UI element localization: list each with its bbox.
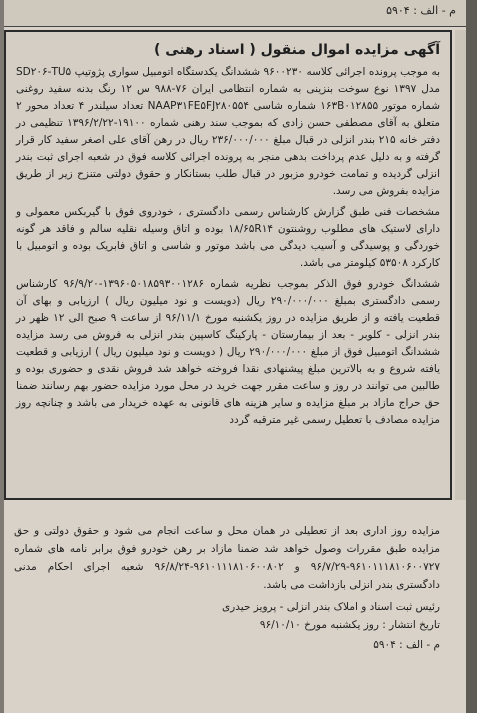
photo-background-edge [466, 0, 477, 713]
notice-continuation [4, 516, 452, 706]
adjacent-column-strip [455, 30, 466, 500]
reference-code: م - الف : ۵۹۰۴ [373, 639, 440, 651]
notice-paragraph-vehicle: به موجب پرونده اجرائی کلاسه ۹۶۰۰۲۳۰ ششدانگ یکدستگاه اتومبیل سواری پژوتیپ SD۲۰۶-TU۵ مدل ۱۳۹۷ نوع سوخت بنزینی به شماره انتظامی ایران ۷۶-۹۸۸ س ۱۲ رنگ بدنه سفید روغنی شماره موتور ۱۶۳B۰۱۲۸۵۵ شماره شاسی NAAP۳۱FE۵FJ۲۸۰۵۵۴ تعداد سیلندر ۴ تعداد محور ۲ متعلق به آقای مصطفی حسن زادی که بموجب سند رهنی شماره ۱۹۱۰۰-۱۳۹۶/۲/۲۲ تنظیمی در دفتر خانه ۲۱۵ بندر انزلی در قبال مبلغ ۲۳۶/۰۰۰/۰۰۰ ریال در رهن آقای علی اصغر سفید کار قرار گرفته و به دلیل عدم پرداخت بدهی منجر به پرونده اجرائی کلاسه فوق در شعبه اجرای ثبت بندر انزلی گردیده و تمامت خودرو مزبور در قبال طلب بستانکار و حقوق دولتی متنزح زیر از طریق مزایده بفروش می رسد. [16, 66, 441, 197]
signatory-line: رئیس ثبت اسناد و املاک بندر انزلی - پرویز حیدری [221, 601, 440, 613]
continuation-paragraph: مزایده روز اداری بعد از تعطیلی در همان محل و ساعت انجام می شود و حقوق دولتی و حق مزایده طبق مقررات وصول خواهد شد ضمنا مازاد بر رهن خودرو فوق برابر نامه های شماره ۹۶۱۰۱۱۱۸۱۰۶۰۰۷۲۷-۹۶/۷/۲۹ و ۹۶۱۰۱۱۱۸۱۰۶۰۰۸۰۲-۹۶/۸/۲۴ شعبه اجرای احکام مدنی دادگستری بندر انزلی بازداشت می باشد. [14, 525, 440, 591]
auction-notice-box [4, 30, 452, 500]
notice-paragraph-specs: مشخصات فنی طبق گزارش کارشناس رسمی دادگستری ، خودروی فوق با گیربکس معمولی و دارای لاستیک های مطلوب روشنتون ۱۸/۶۵R۱۴ بوده و اتاق وسیله نقلیه سالم و فاقد هر گونه خوردگی و پوسیدگی و آسیب دیدگی می باشد موتور و شاسی و اتاق فابریک بوده و اتومبیل با کارکرد ۵۳۵۰۸ کیلومتر می باشد. [16, 206, 440, 269]
notice-paragraph-auction: ششدانگ خودرو فوق الذکر بموجب نظریه شماره ۱۳۹۶۰۵۰۱۸۵۹۳۰۰۱۲۸۶-۹۶/۹/۲۰ کارشناس رسمی دادگستری بمبلغ ۲۹۰/۰۰۰/۰۰۰ ریال (دویست و نود میلیون ریال ) ارزیابی و بهای آن قطعیت یافته و از طریق مزایده در روز یکشنبه مورخ ۹۶/۱۱/۱ از ساعت ۹ صبح الی ۱۲ ظهر در بندر انزلی - کلوبر - بعد از بیمارستان - پارکینگ کاسپین بندر انزلی به فروش می رسد مزایده ششدانگ اتومبیل فوق از مبلغ ۲۹۰/۰۰۰/۰۰۰ ریال ( دویست و نود میلیون ریال ) ارزیابی و قطعیت یافته شروع و به بالاترین مبلغ پیشنهادی نقدا فروخته خواهد شد فروش نقدی و حضوری بوده و طالبین می توانند در روز و ساعت مقرر جهت خرید در محل مورد مزایده حضور بهم رسانند ضمنا حق حراج مازاد بر مبلغ مزایده و سایر هزینه های قانونی به عهده خریدار می باشد و چنانچه روز مزایده مصادف با تعطیل رسمی غیر مترقبه گردد [16, 278, 441, 426]
newspaper-clipping [4, 0, 466, 713]
previous-ad-strip [4, 0, 466, 27]
notice-title: آگهی مزایده اموال منقول ( اسناد رهنی ) [154, 42, 440, 58]
header-reference: م - الف : ۵۹۰۴ [386, 4, 456, 17]
publish-date: تاریخ انتشار : روز یکشنبه مورخ ۹۶/۱۰/۱۰ [259, 619, 440, 631]
